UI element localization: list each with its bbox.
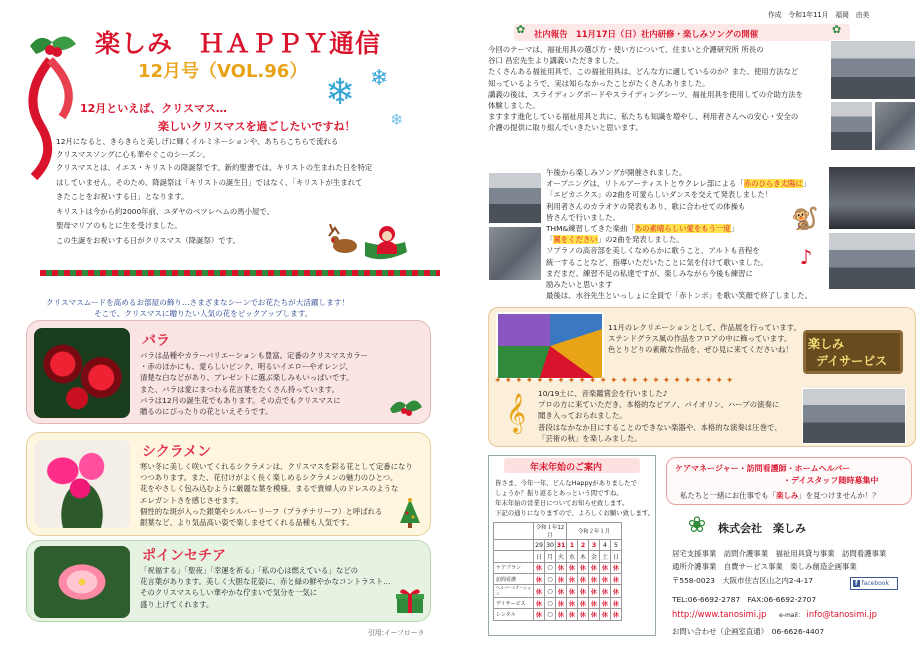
schedule-cell: 休	[611, 609, 622, 620]
newyear-line: 年末年始の営業日についてお知らせ致します。	[495, 499, 629, 507]
schedule-date: 30	[545, 540, 556, 551]
music-line: 10/19土に、音楽鑑賞会を行いました♪	[538, 389, 668, 398]
services-line-1: 居宅支援事業 訪問介護事業 福祉用具貸与事業 訪問看護事業	[672, 549, 887, 558]
song-highlight: 赤のひらき太陽に	[743, 179, 803, 189]
schedule-cell: ○	[545, 598, 556, 609]
schedule-cell: 休	[567, 573, 578, 584]
report-line: ますます進化している福祉用具と共に、私たちも知識を増やし、利用者さんへの安心・安全の	[488, 112, 799, 122]
song-line: 「エビカニクス」の2曲を可愛らしいダンスを交えて発表しました！	[546, 190, 773, 200]
schedule-cell: 休	[589, 609, 600, 620]
schedule-head: 令和２年１月	[567, 523, 622, 540]
recruit-highlight: 楽しみ	[776, 491, 799, 500]
schedule-cell: 休	[578, 573, 589, 584]
report-line: 講義の後は、スライディングボードやスライディングシーツ、福祉用具を使用しての介助方法を	[488, 89, 804, 99]
schedule-day: 水	[567, 551, 578, 562]
schedule-cell: 休	[567, 585, 578, 598]
report-text	[488, 44, 803, 134]
cyclamen-title: シクラメン	[142, 444, 212, 460]
schedule-cell: 休	[567, 598, 578, 609]
recruit-title-1: ケアマネージャー・訪問看護師・ホームヘルパー	[675, 464, 851, 473]
phone: TEL:06-6692-2787 FAX:06-6692-2707	[672, 595, 817, 604]
schedule-cell: 休	[556, 585, 567, 598]
rose-line: また、バラは愛にまつわる花言葉をたくさん持っています。	[140, 384, 339, 394]
rose-title: バラ	[142, 333, 170, 349]
schedule-row-label: デイサービス	[494, 598, 534, 609]
santa-sleigh-icon	[325, 220, 415, 268]
song-highlight: 翼をください	[553, 235, 598, 245]
poinsettia-line: 花言葉があります。美しく大胆な花姿に、赤と緑の鮮やかなコントラスト…	[140, 577, 391, 587]
intro-line: キリストは今から約2000年前、ユダヤのベツレヘムの馬小屋で、	[56, 206, 275, 216]
music-line: 「芸術の秋」を楽しみました。	[538, 433, 642, 443]
right-page	[458, 0, 918, 649]
poinsettia-photo	[34, 546, 130, 618]
report-line: 介護の提供に取り組んでいきたいと思います。	[488, 123, 643, 133]
schedule-date: 2	[578, 540, 589, 551]
schedule-cell: ○	[545, 609, 556, 620]
song-highlight: あの素晴らしい愛をもう一度	[634, 224, 731, 234]
song-photo	[488, 172, 542, 224]
report-line: 今回のテーマは、福祉用具の選び方・使い方について、住まいと介護研究所 所長の	[488, 45, 764, 54]
schedule-cell: ○	[545, 562, 556, 573]
song-photo	[828, 166, 916, 230]
poinsettia-line: 「祝福する」「聖夜」「幸運を祈る」「私の心は燃えている」などの	[140, 566, 359, 575]
newyear-line: 皆さま、今年一年、どんなHappyがありましたで	[495, 479, 638, 487]
schedule-cell: 休	[534, 609, 545, 620]
left-page	[0, 0, 458, 649]
facebook-badge[interactable]	[850, 577, 898, 590]
intro-line: はしていません。そのため、降誕祭は「キリストの誕生日」ではなく、「キリストが生まれて	[56, 177, 363, 187]
song-line: 統一することなど、指導いただいたことに気を付けて歌いました。	[546, 257, 768, 267]
newyear-title: 年末年始のご案内	[530, 463, 603, 473]
rec-text	[576, 322, 801, 356]
schedule-cell: 休	[578, 562, 589, 573]
schedule-row	[494, 609, 622, 620]
report-heading: 社内報告 11月17日（日）社内研修・楽しみソングの開催	[534, 29, 759, 39]
schedule-cell: 休	[600, 573, 611, 584]
schedule-cell: 休	[534, 573, 545, 584]
music-line: 普段はなかなか目にすることのできない楽器や、本格的な演奏は圧巻で、	[538, 422, 782, 432]
song-line: まだまだ、練習不足の私達ですが、楽しみながら今後も練習に	[546, 268, 753, 278]
schedule-day: 日	[534, 551, 545, 562]
dancer-icon: ♪	[799, 245, 813, 269]
song-line-text: オープニングは、リトルアーティストとウクレレ部による「	[546, 179, 744, 189]
rose-line: 清楚な白などがあり、プレゼントに選ぶ楽しみもいっぱいです。	[140, 373, 354, 383]
poinsettia-line: 盛り上げてくれます。	[140, 599, 214, 609]
rose-line: バラは12月の誕生花でもあります。その点でもクリスマスに	[140, 395, 341, 405]
schedule-cell: 休	[567, 609, 578, 620]
cyclamen-photo	[34, 440, 130, 528]
song-line: ソプラノの高音部を美しくなめらかに歌うこと、アルトも音程を	[546, 246, 760, 256]
company-name: 株式会社 楽しみ	[718, 522, 806, 535]
snowflake-icon: ❄	[370, 66, 389, 91]
schedule-cell: 休	[600, 585, 611, 598]
flowers-intro-2: そこで、クリスマスに贈りたい人気の花をピックアップします。	[94, 309, 313, 318]
poinsettia-title: ポインセチア	[142, 548, 226, 564]
schedule-row-label: 訪問看護	[494, 573, 534, 584]
rec-line: 11月のレクリエーションとして、作品展を行っています。	[608, 323, 801, 332]
cyclamen-line: エレガントさを感じさせます。	[140, 495, 243, 505]
monkey-icon: 🐒	[791, 207, 819, 232]
schedule-cell: 休	[534, 598, 545, 609]
autumn-leaves: ✦✦✦✦✦✦✦✦✦✦✦✦✦✦✦✦✦✦✦✦✦✦✦	[494, 376, 737, 386]
schedule-row	[494, 562, 622, 573]
facebook-icon: f	[855, 580, 858, 587]
rec-line: ステンドグラス風の作品をフロアの中に飾っています。	[608, 334, 792, 344]
song-line	[546, 223, 812, 234]
schedule-cell: 休	[578, 585, 589, 598]
recruit-line: 私たちと一緒にお仕事でも「	[680, 491, 777, 500]
schedule-day: 金	[589, 551, 600, 562]
schedule-cell: 休	[578, 598, 589, 609]
song-line-text: 」の2曲を発表しました。	[597, 235, 684, 245]
schedule-row-label: レンタル	[494, 609, 534, 620]
intro-line: きたことをお祝いする日」となります。	[56, 192, 189, 201]
rose-photo	[34, 328, 130, 418]
song-line-text: THM&練習してきた楽曲「	[546, 224, 635, 234]
schedule-cell: 休	[611, 598, 622, 609]
schedule-row-label: ヘルパーステーション	[494, 585, 534, 598]
schedule-corner	[494, 540, 534, 551]
intro-line: クリスマスとは、イエス・キリストの降誕祭です。新約聖書では、キリストの生まれた日を特定	[56, 163, 373, 172]
poinsettia-line: そのクリスマスらしい華やかな佇まいで気分を一気に	[140, 588, 318, 598]
gift-box-icon	[395, 587, 425, 615]
newyear-text	[495, 478, 654, 518]
schedule-day: 火	[556, 551, 567, 562]
garland-divider	[40, 270, 440, 276]
services-line-2: 通所介護事業 自費サービス事業 楽しみ創造企画事業	[672, 562, 857, 571]
schedule-cell: 休	[589, 573, 600, 584]
masthead-title: 楽しみ ＨＡＰＰＹ通信	[95, 29, 382, 58]
cyclamen-line: つつあります。また、花付けがよく長く楽しめるシクラメンの魅力のひとつ。	[140, 473, 398, 483]
song-line	[546, 234, 812, 245]
newyear-line: しょうか？振り返るとあっという間ですね。	[495, 489, 623, 497]
music-line: 聞き入っておられました。	[538, 411, 627, 421]
schedule-date: 5	[611, 540, 622, 551]
schedule-cell: 休	[556, 598, 567, 609]
schedule-corner	[494, 523, 534, 540]
website-link[interactable]: http://www.tanosimi.jp	[672, 609, 767, 619]
song-line: オープニングは、リトルアーティストとウクレレ部による「赤のひらき太陽に」	[546, 179, 811, 189]
contact-links	[672, 609, 877, 619]
schedule-corner	[494, 551, 534, 562]
holly-icon	[388, 395, 424, 423]
schedule-day: 土	[600, 551, 611, 562]
schedule-date: 31	[556, 540, 567, 551]
song-line: 励みたいと思います	[546, 280, 613, 290]
facebook-label: facebook	[861, 580, 889, 587]
sign-line-2: デイサービス	[816, 354, 888, 368]
schedule-cell: 休	[600, 609, 611, 620]
song-line-text: 「	[546, 235, 554, 245]
sign-line-1: 楽しみ	[808, 337, 845, 351]
song-photo	[488, 226, 542, 281]
snowflake-icon: ❄	[390, 110, 404, 129]
schedule-head: 令和１年12月	[534, 523, 567, 540]
byline: 作成 令和1年11月 福岡 由美	[768, 11, 870, 19]
newyear-line: 下記の通りになりますので、よろしくお願い致します。	[495, 509, 655, 517]
issue-number: 12月号（VOL.96）	[138, 61, 308, 82]
schedule-cell: 休	[589, 562, 600, 573]
schedule-cell: 休	[611, 585, 622, 598]
cyclamen-line: 銀葉など、より気品高い姿で楽しませてくれる品種も人気です。	[140, 518, 354, 528]
music-line: プロの方に来ていただき、本格的なピアノ、バイオリン、ハープの演奏に	[538, 400, 780, 410]
report-line: 体験しました。	[488, 101, 540, 111]
intro-line: この生誕をお祝いする日がクリスマス（降誕祭）です。	[56, 235, 240, 245]
rec-line: 色とりどりの素敵な作品を、ぜひ見に来てくださいね！	[608, 345, 793, 355]
credit: 引用:イーフローラ	[368, 629, 425, 637]
recruit-title-2: ・デイスタッフ随時募集中	[783, 476, 879, 485]
harp-icon: 𝄞	[506, 393, 527, 433]
schedule-cell: 休	[589, 585, 600, 598]
schedule-date: 3	[589, 540, 600, 551]
holly-icon: ✿	[516, 23, 526, 36]
cyclamen-line: 花をやさしく包み込むように厳麗な葉を模様、まるで貴婦人のドレスのような	[140, 484, 399, 494]
schedule-cell: ○	[545, 585, 556, 598]
report-line: 知っているようで、実は知らなかったことがたくさんありました。	[488, 78, 710, 88]
report-line: たくさんある福祉用具で、この福祉用具は、どんな方に適しているのか？また、使用方法など	[488, 67, 799, 77]
schedule-row	[494, 585, 622, 598]
schedule-day: 木	[578, 551, 589, 562]
song-line: 最後は、水谷先生といっしょに全員で「赤トンボ」を歌い笑顔で終了しました。	[546, 291, 813, 301]
schedule-cell: 休	[600, 598, 611, 609]
snowflake-icon: ❄	[325, 72, 356, 113]
schedule-date: 1	[567, 540, 578, 551]
intro-lead-1: 12月といえば、クリスマス…	[80, 102, 227, 115]
music-text	[538, 388, 782, 444]
song-line: 午後から楽しみソングが開催されました。	[546, 168, 687, 177]
schedule-day: 月	[545, 551, 556, 562]
song-text	[546, 167, 812, 301]
schedule-row	[494, 598, 622, 609]
seminar-photo	[874, 101, 916, 151]
intro-line: クリスマスソングに心も華やぐこのシーズン。	[56, 149, 210, 159]
schedule-table	[493, 522, 622, 621]
holly-icon: ✿	[832, 23, 842, 36]
schedule-cell: 休	[534, 585, 545, 598]
song-line: 利用者さんのカラオケの発表もあり、歌に合わせての体操も	[546, 201, 746, 211]
schedule-cell: 休	[611, 573, 622, 584]
flowers-intro-1: クリスマスムードを高めるお部屋の飾り…さまざまなシーンでお花たちが大活躍します！	[46, 298, 349, 307]
schedule-row-label: ケアプラン	[494, 562, 534, 573]
contact-phone: お問い合わせ（企画室直通） 06-6626-4407	[672, 627, 825, 636]
schedule-date: 4	[600, 540, 611, 551]
schedule-cell: 休	[600, 562, 611, 573]
schedule-cell: 休	[534, 562, 545, 573]
report-line: 谷口 昌宏先生より講義いただきました。	[488, 56, 624, 66]
rose-line: バラは品種やカラーバリエーションも豊富。定番のクリスマスカラー	[140, 351, 369, 360]
schedule-cell: 休	[567, 562, 578, 573]
schedule-cell: 休	[578, 609, 589, 620]
schedule-row	[494, 573, 622, 584]
rose-line: ・赤のほかにも、愛らしいピンク、明るいイエローやオレンジ、	[140, 362, 353, 372]
seminar-photo	[830, 101, 873, 151]
schedule-cell: 休	[589, 598, 600, 609]
intro-lead-2: 楽しいクリスマスを過ごしたいですね！	[158, 120, 356, 133]
recruit-tail: 」を見つけませんか！？	[798, 491, 880, 500]
schedule-cell: ○	[545, 573, 556, 584]
email-link[interactable]: info@tanosimi.jp	[806, 609, 877, 619]
address: 〒558-0023 大阪市住吉区山之内2-4-17	[672, 576, 814, 585]
rose-line: 贈るのにぴったりの花といえそうです。	[140, 407, 273, 417]
schedule-cell: 休	[556, 562, 567, 573]
christmas-tree-icon	[398, 497, 422, 529]
cyclamen-text	[140, 461, 413, 528]
poinsettia-text	[140, 565, 390, 610]
schedule-cell: 休	[556, 573, 567, 584]
song-line: 皆さんで行いました。	[546, 212, 620, 222]
email-label: e-mail：	[779, 612, 804, 619]
song-line-text: 」	[730, 224, 739, 234]
intro-line: 聖母マリアのもとに生を受けました。	[56, 221, 182, 230]
concert-photo	[802, 388, 906, 444]
song-photo	[828, 232, 916, 290]
schedule-cell: 休	[556, 609, 567, 620]
seminar-photo	[830, 40, 916, 100]
cyclamen-line: 寒い冬に美しく咲いてくれるシクラメンは、クリスマスを彩る花として定番になり	[140, 462, 413, 471]
cyclamen-line: 個性的な斑が入った銀葉やシルバーリーフ（プラチナリーフ）と呼ばれる	[140, 506, 383, 516]
company-logo-icon: ❀	[687, 513, 707, 538]
intro-line: 12月になると、きらきらと美しげに輝くイルミネーションや、あちらこちらで流れる	[56, 137, 339, 146]
schedule-date: 29	[534, 540, 545, 551]
schedule-cell: 休	[611, 562, 622, 573]
schedule-day: 日	[611, 551, 622, 562]
recruit-text	[680, 490, 880, 501]
rose-text	[140, 350, 368, 417]
